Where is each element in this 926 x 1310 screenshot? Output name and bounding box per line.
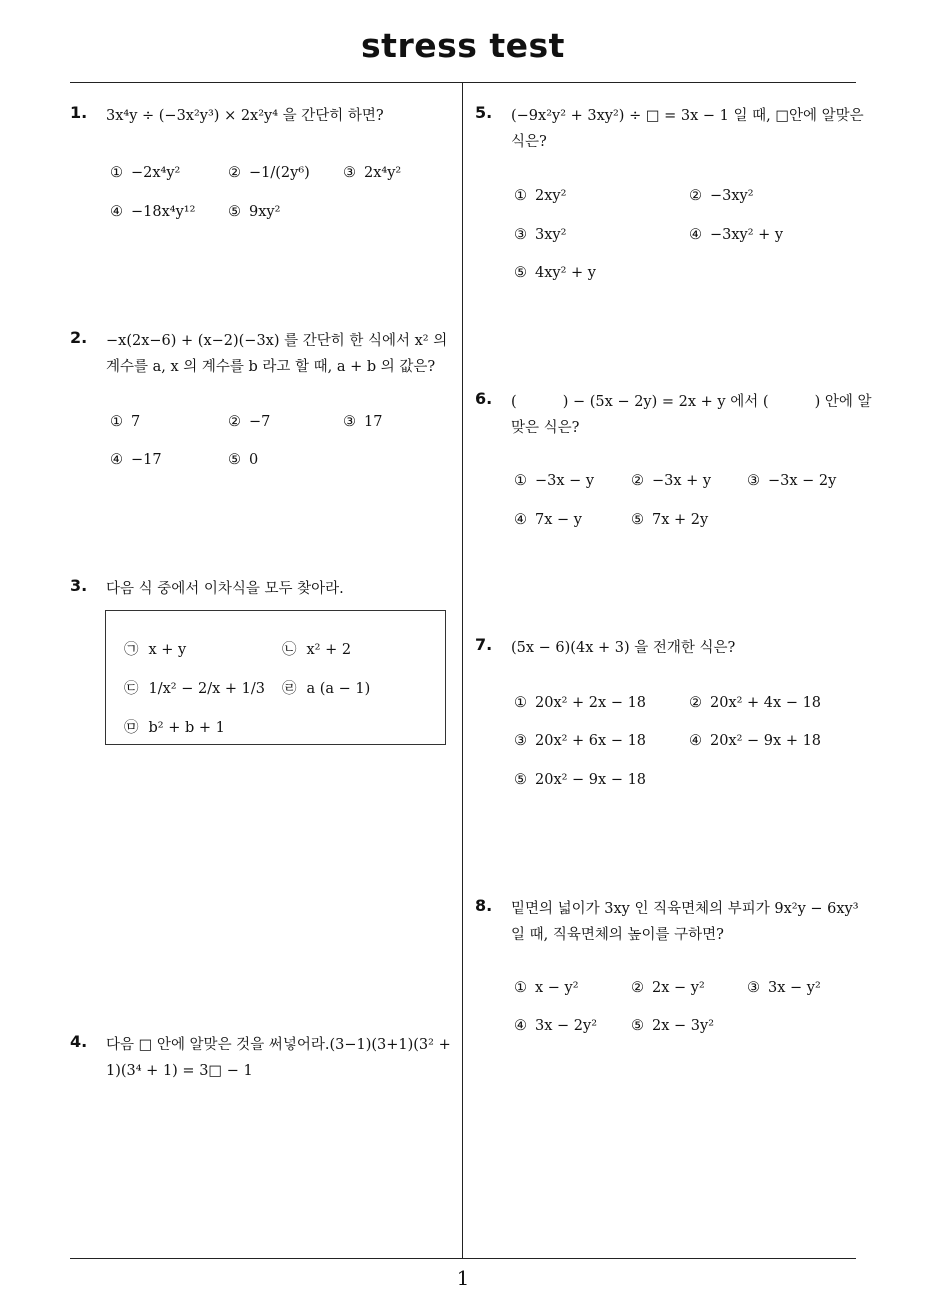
question-number: 2. bbox=[70, 328, 88, 347]
option-3[interactable]: ③ 2x⁴y² bbox=[343, 165, 402, 181]
option-1[interactable]: ① x − y² bbox=[514, 980, 579, 996]
option-3[interactable]: ③ −3x − 2y bbox=[747, 473, 837, 489]
option-3[interactable]: ③ 17 bbox=[343, 414, 383, 430]
option-2[interactable]: ② −1/(2y⁶) bbox=[228, 165, 310, 181]
question-text-line1: 밑면의 넓이가 3xy 인 직육면체의 부피가 9x²y − 6xy³ bbox=[511, 901, 859, 917]
question-text-line2: 1)(3⁴ + 1) = 3□ − 1 bbox=[106, 1063, 253, 1079]
page-number: 1 bbox=[456, 1266, 470, 1290]
option-2[interactable]: ② 20x² + 4x − 18 bbox=[689, 695, 822, 711]
page-title: stress test bbox=[361, 26, 565, 65]
option-4[interactable]: ④ −3xy² + y bbox=[689, 227, 784, 243]
option-5[interactable]: ⑤ 2x − 3y² bbox=[631, 1018, 715, 1034]
option-5[interactable]: ⑤ 9xy² bbox=[228, 204, 281, 220]
question-number: 7. bbox=[475, 635, 493, 654]
option-3[interactable]: ③ 3xy² bbox=[514, 227, 567, 243]
option-4[interactable]: ④ 3x − 2y² bbox=[514, 1018, 598, 1034]
question-text-line1: (−9x²y² + 3xy²) ÷ □ = 3x − 1 일 때, □안에 알맞은 bbox=[511, 108, 864, 124]
option-4[interactable]: ④ 20x² − 9x + 18 bbox=[689, 733, 822, 749]
question-text: 다음 식 중에서 이차식을 모두 찾아라. bbox=[106, 581, 344, 597]
option-2[interactable]: ② −3xy² bbox=[689, 188, 754, 204]
question-text-line2: 맞은 식은? bbox=[511, 420, 580, 436]
question-text-line1: 다음 □ 안에 알맞은 것을 써넣어라.(3−1)(3+1)(3² + bbox=[106, 1037, 451, 1053]
option-1[interactable]: ① 2xy² bbox=[514, 188, 567, 204]
box-item-2: ㉡ x² + 2 bbox=[282, 642, 352, 658]
option-4[interactable]: ④ −18x⁴y¹² bbox=[110, 204, 196, 220]
question-text: 3x⁴y ÷ (−3x²y³) × 2x²y⁴ 을 간단히 하면? bbox=[106, 108, 384, 124]
question-text-line2: 계수를 a, x 의 계수를 b 라고 할 때, a + b 의 값은? bbox=[106, 359, 436, 375]
question-number: 4. bbox=[70, 1032, 88, 1051]
option-4[interactable]: ④ −17 bbox=[110, 452, 162, 468]
question-number: 8. bbox=[475, 896, 493, 915]
option-1[interactable]: ① −2x⁴y² bbox=[110, 165, 181, 181]
question-text: (5x − 6)(4x + 3) 을 전개한 식은? bbox=[511, 640, 736, 656]
question-number: 3. bbox=[70, 576, 88, 595]
question-text-line2: 식은? bbox=[511, 134, 547, 150]
box-item-1: ㉠ x + y bbox=[124, 642, 187, 658]
option-5[interactable]: ⑤ 4xy² + y bbox=[514, 265, 596, 281]
column-divider bbox=[462, 83, 463, 1259]
option-2[interactable]: ② −7 bbox=[228, 414, 271, 430]
question-number: 6. bbox=[475, 389, 493, 408]
option-4[interactable]: ④ 7x − y bbox=[514, 512, 582, 528]
option-1[interactable]: ① 20x² + 2x − 18 bbox=[514, 695, 647, 711]
option-1[interactable]: ① −3x − y bbox=[514, 473, 595, 489]
option-5[interactable]: ⑤ 0 bbox=[228, 452, 259, 468]
box-item-3: ㉢ 1/x² − 2/x + 1/3 bbox=[124, 681, 265, 697]
question-number: 5. bbox=[475, 103, 493, 122]
question-number: 1. bbox=[70, 103, 88, 122]
option-2[interactable]: ② 2x − y² bbox=[631, 980, 705, 996]
question-text-line1: −x(2x−6) + (x−2)(−3x) 를 간단히 한 식에서 x² 의 bbox=[106, 333, 448, 349]
question-text-line1: ( ) − (5x − 2y) = 2x + y 에서 ( ) 안에 알 bbox=[511, 394, 872, 410]
bottom-rule bbox=[70, 1258, 856, 1259]
option-1[interactable]: ① 7 bbox=[110, 414, 141, 430]
option-3[interactable]: ③ 20x² + 6x − 18 bbox=[514, 733, 647, 749]
box-item-4: ㉣ a (a − 1) bbox=[282, 681, 371, 697]
question-text-line2: 일 때, 직육면체의 높이를 구하면? bbox=[511, 927, 724, 943]
option-3[interactable]: ③ 3x − y² bbox=[747, 980, 821, 996]
box-item-5: ㉤ b² + b + 1 bbox=[124, 720, 225, 736]
top-rule bbox=[70, 82, 856, 83]
option-5[interactable]: ⑤ 20x² − 9x − 18 bbox=[514, 772, 647, 788]
option-2[interactable]: ② −3x + y bbox=[631, 473, 712, 489]
option-5[interactable]: ⑤ 7x + 2y bbox=[631, 512, 709, 528]
